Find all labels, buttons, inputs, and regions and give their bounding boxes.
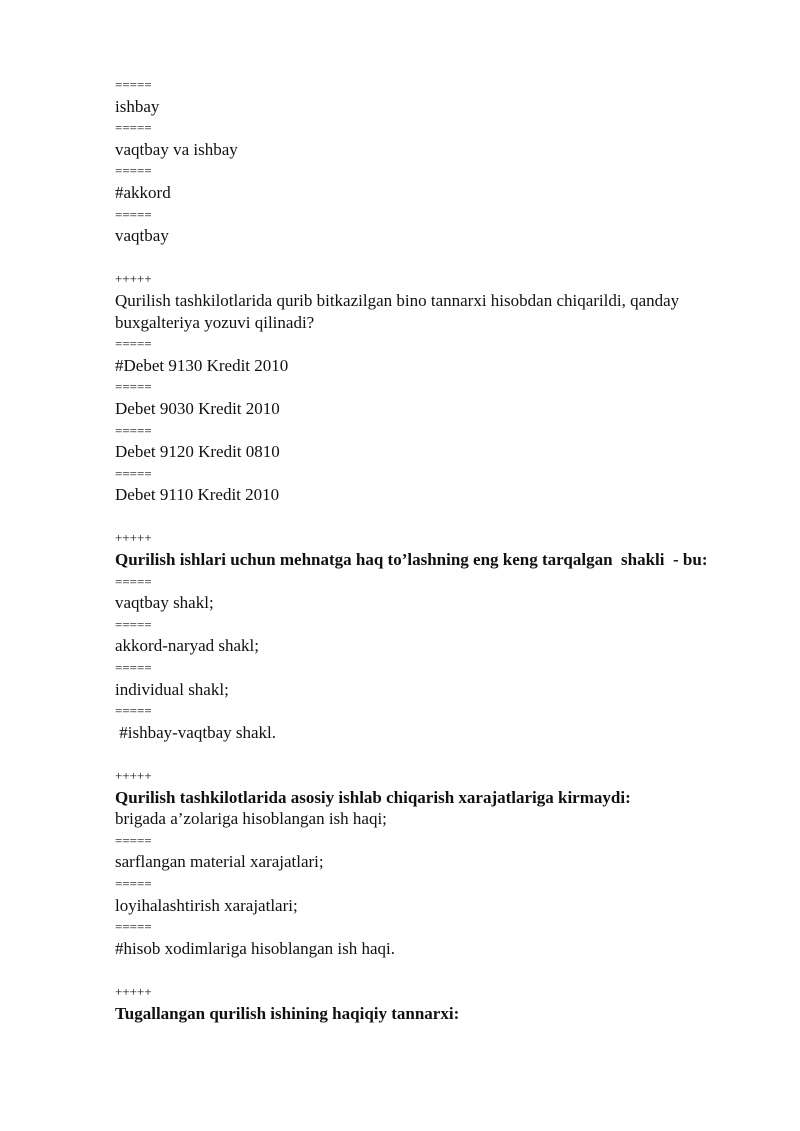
question-text: Qurilish ishlari uchun mehnatga haq to’lashning eng keng tarqalgan shakli - bu: xyxy=(115,550,708,570)
answer-separator: ===== xyxy=(115,77,152,92)
document-line: #Debet 9130 Kredit 2010 xyxy=(115,355,289,375)
document-page xyxy=(115,74,745,1024)
question-separator: +++++ xyxy=(115,271,152,287)
document-line: vaqtbay xyxy=(115,226,169,246)
question-separator: +++++ xyxy=(115,530,152,546)
document-body xyxy=(115,74,745,1024)
document-line: Debet 9120 Kredit 0810 xyxy=(115,442,280,462)
blank-line xyxy=(115,506,745,528)
document-line: Debet 9110 Kredit 2010 xyxy=(115,485,280,505)
document-line: Qurilish tashkilotlarida qurib bitkazilgan bino tannarxi hisobdan chiqarildi, qanday buxgalteriya yozuvi qilinadi? xyxy=(115,290,684,332)
answer-separator: ===== xyxy=(115,832,152,848)
document-line: Debet 9030 Kredit 2010 xyxy=(115,398,280,418)
answer-separator: ===== xyxy=(115,120,152,136)
blank-line xyxy=(115,959,745,981)
question-text: Qurilish tashkilotlarida asosiy ishlab chiqarish xarajatlariga kirmaydi: xyxy=(115,787,631,807)
document-line: vaqtbay shakl; xyxy=(115,593,214,613)
answer-separator: ===== xyxy=(115,206,152,222)
document-line: akkord-naryad shakl; xyxy=(115,636,259,656)
document-line: #akkord xyxy=(115,182,171,202)
document-line: sarflangan material xarajatlari; xyxy=(115,852,324,872)
question-separator: +++++ xyxy=(115,983,152,999)
answer-separator: ===== xyxy=(115,336,152,352)
answer-separator: ===== xyxy=(115,422,152,438)
blank-line xyxy=(115,743,745,765)
document-line: #ishbay-vaqtbay shakl. xyxy=(115,722,276,742)
document-line: vaqtbay va ishbay xyxy=(115,139,238,159)
document-line: loyihalashtirish xarajatlari; xyxy=(115,895,298,915)
blank-line xyxy=(115,247,745,269)
answer-separator: ===== xyxy=(115,660,152,676)
document-line: #hisob xodimlariga hisoblangan ish haqi. xyxy=(115,938,395,958)
question-text: Tugallangan qurilish ishining haqiqiy tannarxi: xyxy=(115,1003,460,1023)
document-line: brigada a’zolariga hisoblangan ish haqi; xyxy=(115,809,387,829)
answer-separator: ===== xyxy=(115,919,152,935)
answer-separator: ===== xyxy=(115,875,152,891)
answer-separator: ===== xyxy=(115,379,152,395)
answer-separator: ===== xyxy=(115,573,152,589)
answer-separator: ===== xyxy=(115,616,152,632)
document-line: ishbay xyxy=(115,96,160,116)
document-line: individual shakl; xyxy=(115,679,229,699)
question-separator: +++++ xyxy=(115,768,152,783)
answer-separator: ===== xyxy=(115,703,152,719)
answer-separator: ===== xyxy=(115,465,152,481)
answer-separator: ===== xyxy=(115,163,152,179)
